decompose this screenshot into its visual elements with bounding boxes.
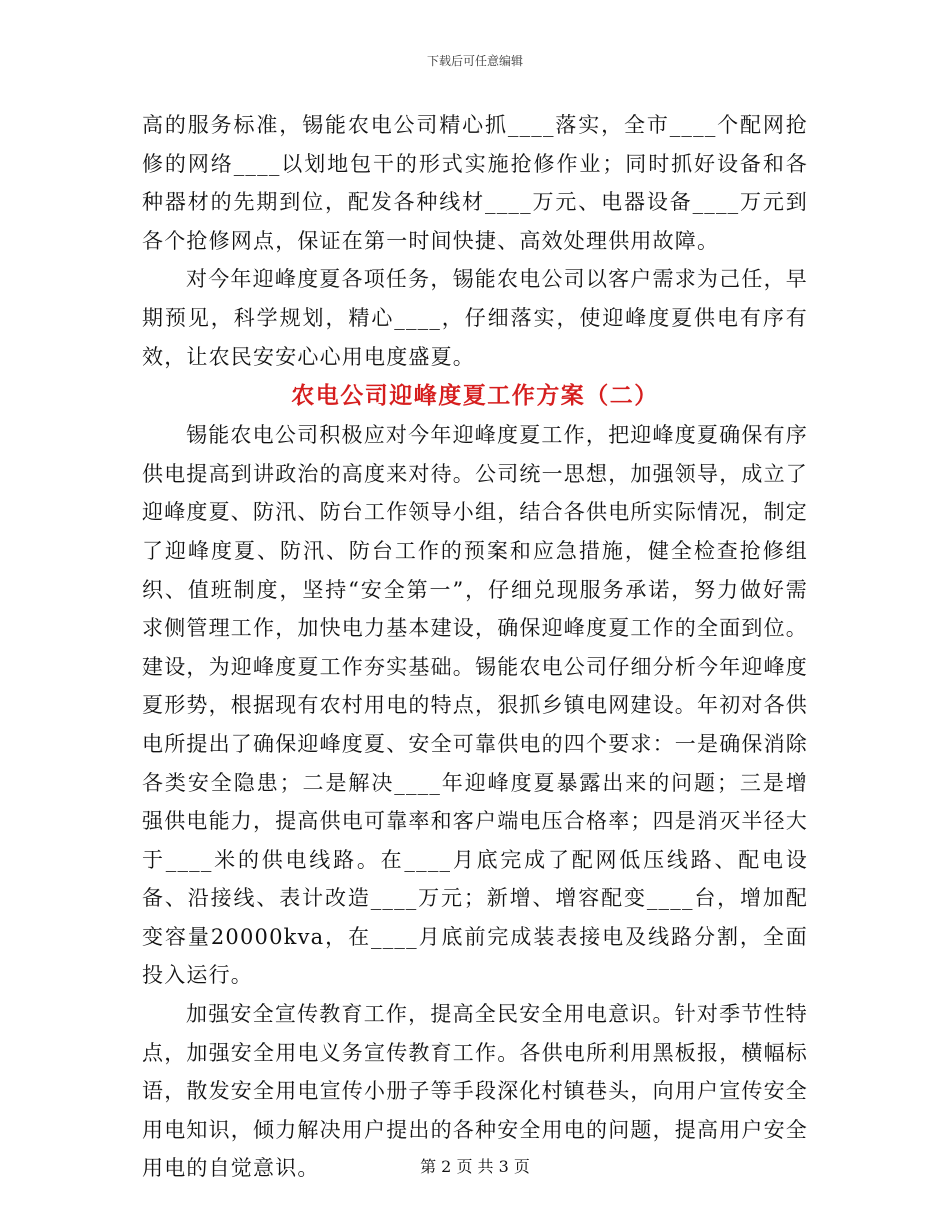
- paragraph-1: 高的服务标准，锡能农电公司精心抓____落实，全市____个配网抢修的网络____以划地包干的形式实施抢修作业；同时抓好设备和各种器材的先期到位，配发各种线材____万元、电器设备____万元到各个抢修网点，保证在第一时间快捷、高效处理供用故障。: [142, 113, 808, 253]
- paragraph-3: 锡能农电公司积极应对今年迎峰度夏工作，把迎峰度夏确保有序供电提高到讲政治的高度来对待。公司统一思想，加强领导，成立了迎峰度夏、防汛、防台工作领导小组，结合各供电所实际情况，制定了迎峰度夏、防汛、防台工作的预案和应急措施，健全检查抢修组织、值班制度，坚持“安全第一”，仔细兑现服务承诺，努力做好需求侧管理工作，加快电力基本建设，确保迎峰度夏工作的全面到位。建设，为迎峰度夏工作夯实基础。锡能农电公司仔细分析今年迎峰度夏形势，根据现有农村用电的特点，狠抓乡镇电网建设。年初对各供电所提出了确保迎峰度夏、安全可靠供电的四个要求：一是确保消除各类安全隐患；二是解决____年迎峰度夏暴露出来的问题；三是增强供电能力，提高供电可靠率和客户端电压合格率；四是消灭半径大于____米的供电线路。在____月底完成了配网低压线路、配电设备、沿接线、表计改造____万元；新增、增容配变____台，增加配变容量20000kva，在____月底前完成装表接电及线路分割，全面投入运行。: [142, 423, 808, 988]
- page-footer: 第 2 页 共 3 页: [420, 1157, 530, 1176]
- document-body: [142, 106, 808, 1188]
- paragraph-4: 加强安全宣传教育工作，提高全民安全用电意识。针对季节性特点，加强安全用电义务宣传教育工作。各供电所利用黑板报，横幅标语，散发安全用电宣传小册子等手段深化村镇巷头，向用户宣传安全用电知识，倾力解决用户提出的各种安全用电的问题，提高用户安全用电的自觉意识。: [142, 1002, 808, 1181]
- page-header: 下载后可任意编辑: [426, 54, 523, 68]
- paragraph-2: 对今年迎峰度夏各项任务，锡能农电公司以客户需求为己任，早期预见，科学规划，精心____，仔细落实，使迎峰度夏供电有序有效，让农民安安心心用电度盛夏。: [142, 267, 808, 369]
- section-title: 农电公司迎峰度夏工作方案（二）: [291, 382, 659, 410]
